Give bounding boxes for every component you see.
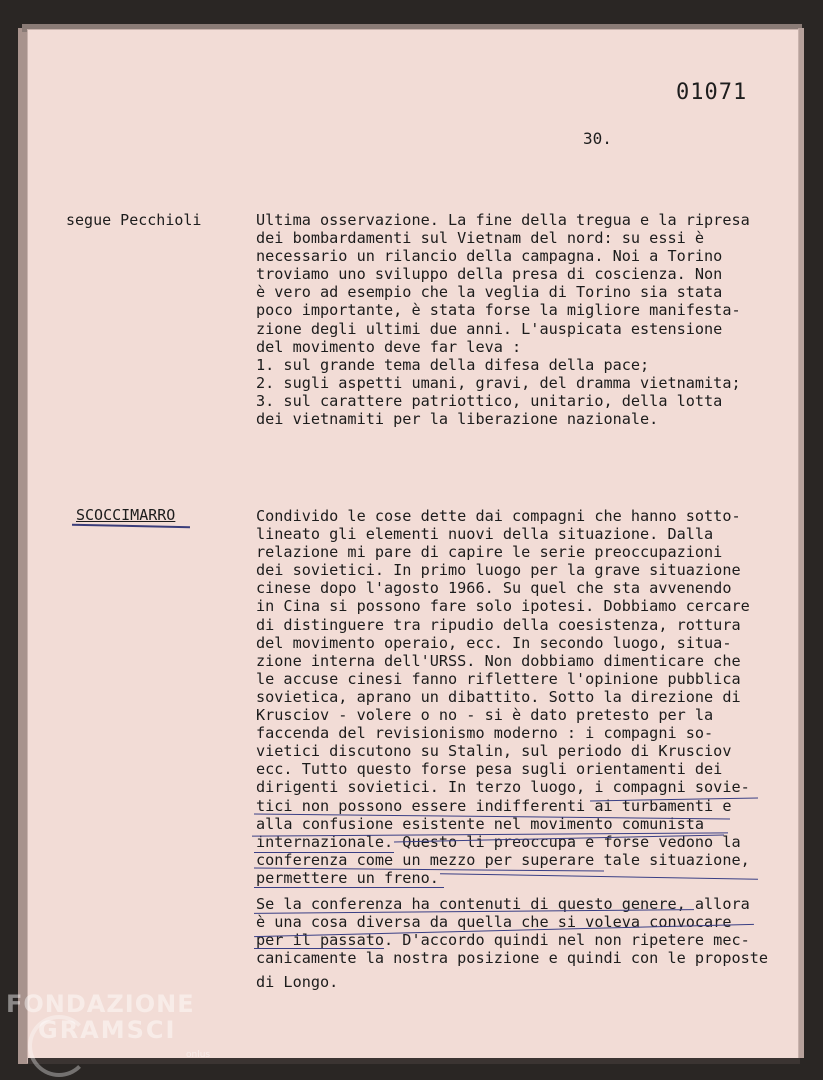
text-line: del movimento deve far leva : xyxy=(256,337,522,356)
text-line: vietici discutono su Stalin, sul periodo di Krusciov xyxy=(256,742,732,761)
text-line: necessario un rilancio della campagna. Noi a Torino xyxy=(256,247,723,266)
text-line: faccenda del revisionismo moderno : i compagni so- xyxy=(256,724,714,743)
text-line: zione interna dell'URSS. Non dobbiamo dimenticare che xyxy=(256,651,741,670)
text-line: dirigenti sovietici. In terzo luogo, i compagni sovie- xyxy=(256,778,750,797)
page-number: 30. xyxy=(583,129,612,148)
paragraph-pecchioli xyxy=(256,211,796,428)
page-edge-bottom xyxy=(28,1058,800,1064)
speaker-label: SCOCCIMARRO xyxy=(76,506,176,524)
text-line: 3. sul carattere patriottico, unitario, della lotta xyxy=(256,391,723,410)
text-line: tici non possono essere indifferenti ai turbamenti e xyxy=(256,796,732,815)
text-line: sovietica, aprano un dibattito. Sotto la direzione di xyxy=(256,687,741,706)
text-line: canicamente la nostra posizione e quindi con le proposte xyxy=(256,949,769,968)
text-line: dei vietnamiti per la liberazione nazionale. xyxy=(256,410,659,429)
text-line: in Cina si possono fare solo ipotesi. Dobbiamo cercare xyxy=(256,597,750,616)
watermark-logo xyxy=(6,990,211,1060)
speaker-label: segue Pecchioli xyxy=(66,211,202,229)
text-line: permettere un freno. xyxy=(256,868,439,887)
text-line: Condivido le cose dette dai compagni che hanno sotto- xyxy=(256,507,741,525)
text-line: del movimento operaio, ecc. In secondo luogo, situa- xyxy=(256,633,732,652)
text-line: di Longo. xyxy=(256,973,339,992)
text-line: alla confusione esistente nel movimento comunista xyxy=(256,814,705,833)
text-line: ecc. Tutto questo forse pesa sugli orientamenti dei xyxy=(256,760,723,779)
watermark-line2: GRAMSCI xyxy=(38,1016,177,1044)
paragraph-closing xyxy=(256,895,796,991)
pen-underline xyxy=(254,887,444,888)
text-line: le accuse cinesi fanno riflettere l'opinione pubblica xyxy=(256,669,741,688)
pen-underline xyxy=(254,852,394,853)
text-line: Ultima osservazione. La fine della tregua e la ripresa xyxy=(256,211,750,229)
page-edge-right xyxy=(798,28,804,1058)
text-line: per il passato. D'accordo quindi nel non ripetere mec- xyxy=(256,931,750,950)
text-line: 1. sul grande tema della difesa della pace; xyxy=(256,355,650,374)
text-line: zione degli ultimi due anni. L'auspicata estensione xyxy=(256,319,723,338)
text-line: Se la conferenza ha contenuti di questo genere, allora xyxy=(256,895,750,913)
text-line: è una cosa diversa da quella che si voleva convocare xyxy=(256,913,732,932)
text-line: relazione mi pare di capire le serie preoccupazioni xyxy=(256,543,723,562)
text-line: 2. sugli aspetti umani, gravi, del dramma vietnamita; xyxy=(256,373,741,392)
document-number: 01071 xyxy=(676,80,748,105)
text-line: dei sovietici. In primo luogo per la grave situazione xyxy=(256,561,741,580)
text-line: poco importante, è stata forse la migliore manifesta- xyxy=(256,301,741,320)
text-line: di distinguere tra ripudio della coesistenza, rottura xyxy=(256,615,741,634)
watermark-line1: FONDAZIONE xyxy=(6,990,195,1018)
pen-underline xyxy=(254,948,384,949)
text-line: dei bombardamenti sul Vietnam del nord: su essi è xyxy=(256,229,705,248)
page-edge-left xyxy=(18,28,28,1064)
text-line: troviamo uno sviluppo della presa di coscienza. Non xyxy=(256,265,723,284)
text-line: internazionale. Questo li preoccupa e forse vedono la xyxy=(256,832,741,851)
text-line: è vero ad esempio che la veglia di Torino sia stata xyxy=(256,283,723,302)
paragraph-scoccimarro xyxy=(256,507,796,887)
text-line: lineato gli elementi nuovi della situazione. Dalla xyxy=(256,525,714,544)
watermark-line3: onlus xyxy=(186,1050,211,1060)
text-line: cinese dopo l'agosto 1966. Su quel che sta avvenendo xyxy=(256,579,732,598)
text-line: conferenza come un mezzo per superare tale situazione, xyxy=(256,850,750,869)
text-line: Krusciov - volere o no - si è dato pretesto per la xyxy=(256,706,714,725)
